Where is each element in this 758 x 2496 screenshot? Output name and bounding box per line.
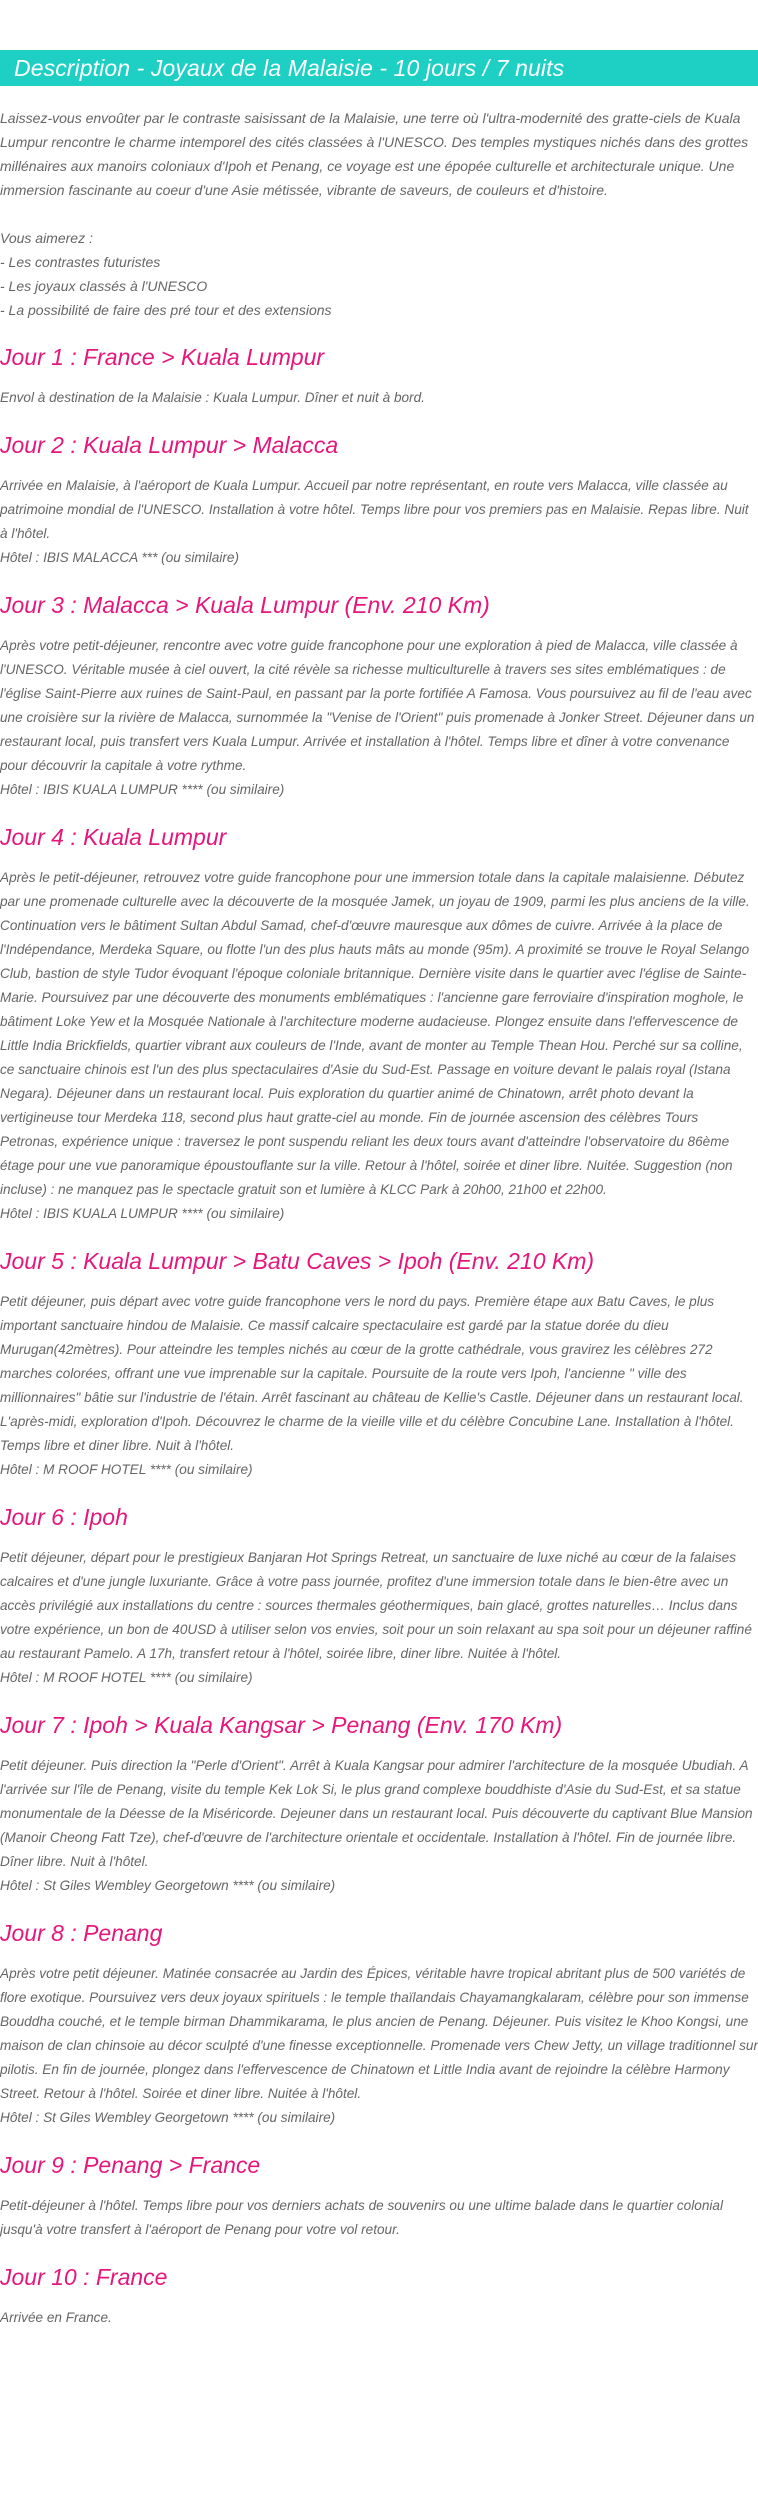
day-text: Envol à destination de la Malaisie : Kuala Lumpur. Dîner et nuit à bord. <box>0 390 425 405</box>
day-9-section <box>0 2150 758 2242</box>
day-text: Petit déjeuner, départ pour le prestigieux Banjaran Hot Springs Retreat, un sanctuaire de luxe niché au cœur de la falaises calcaires et d'une jungle luxuriante. Grâce à votre pass journée, profitez d'une immersion totale dans le bien-être avec un accès privilégié aux installations du centre : sources thermales géothermiques, bain glacé, grottes naturelles… Inclus dans votre expérience, un bon de 40USD à utiliser selon vos envies, soit pour un soin relaxant au spa soit pour un déjeuner raffiné au restaurant Pamelo. A 17h, transfert retour à l'hôtel, soirée libre, diner libre. Nuitée à l'hôtel. <box>0 1550 752 1661</box>
day-description <box>0 1546 758 1690</box>
day-title: Jour 8 : Penang <box>0 1920 163 1946</box>
day-title: Jour 9 : Penang > France <box>0 2152 261 2178</box>
day-text: Petit-déjeuner à l'hôtel. Temps libre pour vos derniers achats de souvenirs ou une ultime balade dans le quartier colonial jusqu'à votre transfert à l'aéroport de Penang pour votre vol retour. <box>0 2198 723 2237</box>
day-hotel: Hôtel : IBIS KUALA LUMPUR **** (ou similaire) <box>0 1206 285 1221</box>
day-6-section <box>0 1502 758 1690</box>
day-hotel: Hôtel : M ROOF HOTEL **** (ou similaire) <box>0 1670 253 1685</box>
day-title: Jour 3 : Malacca > Kuala Lumpur (Env. 210 Km) <box>0 592 490 618</box>
day-5-section <box>0 1246 758 1482</box>
day-text: Arrivée en Malaisie, à l'aéroport de Kuala Lumpur. Accueil par notre représentant, en route vers Malacca, ville classée au patrimoine mondial de l'UNESCO. Installation à votre hôtel. Temps libre pour vos premiers pas en Malaisie. Repas libre. Nuit à l'hôtel. <box>0 478 749 541</box>
day-hotel: Hôtel : St Giles Wembley Georgetown **** (ou similaire) <box>0 2110 336 2125</box>
day-hotel: Hôtel : IBIS MALACCA *** (ou similaire) <box>0 550 239 565</box>
day-description <box>0 386 758 410</box>
day-title: Jour 10 : France <box>0 2264 168 2290</box>
day-hotel: Hôtel : St Giles Wembley Georgetown **** (ou similaire) <box>0 1878 336 1893</box>
day-description <box>0 1290 758 1482</box>
day-description <box>0 2306 758 2330</box>
day-title: Jour 6 : Ipoh <box>0 1504 128 1530</box>
day-description <box>0 1962 758 2130</box>
day-title: Jour 5 : Kuala Lumpur > Batu Caves > Ipoh (Env. 210 Km) <box>0 1248 595 1274</box>
day-3-section <box>0 590 758 802</box>
like-item: - Les contrastes futuristes <box>0 254 161 270</box>
day-text: Après le petit-déjeuner, retrouvez votre guide francophone pour une immersion totale dans la capitale malaisienne. Débutez par une promenade culturelle avec la découverte de la mosquée Jamek, un joyau de 1909, parmi les plus anciens de la ville. Continuation vers le bâtiment Sultan Abdul Samad, chef-d'œuvre mauresque aux dômes de cuivre. Arrivée à la place de l'Indépendance, Merdeka Square, ou flotte l'un des plus hauts mâts au monde (95m). A proximité se trouve le Royal Selango Club, bastion de style Tudor évoquant l'époque coloniale britannique. Dernière visite dans le quartier avec l'église de Sainte-Marie. Poursuivez par une découverte des monuments emblématiques : l'ancienne gare ferroviaire d'inspiration moghole, le bâtiment Loke Yew et la Mosquée Nationale à l'architecture moderne audacieuse. Plongez ensuite dans l'effervescence de Little India Brickfields, quartier vibrant aux couleurs de l'Inde, avant de monter au Temple Thean Hou. Perché sur sa colline, ce sanctuaire chinois est l'un des plus spectaculaires d'Asie du Sud-Est. Passage en voiture devant le palais royal (Istana Negara). Déjeuner dans un restaurant local. Puis exploration du quartier animé de Chinatown, arrêt photo devant la vertigineuse tour Merdeka 118, second plus haut gratte-ciel au monde. Fin de journée ascension des célèbres Tours Petronas, expérience unique : traversez le pont suspendu reliant les deux tours avant d'atteindre l'observatoire du 86ème étage pour une vue panoramique époustouflante sur la ville. Retour à l'hôtel, soirée et diner libre. Nuitée. Suggestion (non incluse) : ne manquez pas le spectacle gratuit son et lumière à KLCC Park à 20h00, 21h00 et 22h00. <box>0 870 750 1197</box>
like-item: - La possibilité de faire des pré tour et des extensions <box>0 302 332 318</box>
itinerary-page <box>0 50 758 2330</box>
day-text: Après votre petit déjeuner. Matinée consacrée au Jardin des Épices, véritable havre tropical abritant plus de 500 variétés de flore exotique. Poursuivez vers deux joyaux spirituels : le temple thaïlandais Chayamangkalaram, célèbre pour son immense Bouddha couché, et le temple birman Dhammikarama, le plus ancien de Penang. Déjeuner. Puis visitez le Khoo Kongsi, une maison de clan chinsoie au décor sculpté d'une finesse exceptionnelle. Promenade vers Chew Jetty, un village traditionnel sur pilotis. En fin de journée, plongez dans l'effervescence de Chinatown et Little India avant de rejoindre la célèbre Harmony Street. Retour à l'hôtel. Soirée et diner libre. Nuitée à l'hôtel. <box>0 1966 758 2101</box>
day-description <box>0 866 758 1226</box>
day-description <box>0 634 758 802</box>
description-banner <box>0 50 758 86</box>
day-10-section <box>0 2262 758 2330</box>
day-text: Petit déjeuner, puis départ avec votre guide francophone vers le nord du pays. Première étape aux Batu Caves, le plus important sanctuaire hindou de Malaisie. Ce massif calcaire spectaculaire est gardé par la statue dorée du dieu Murugan(42mètres). Pour atteindre les temples nichés au cœur de la grotte cathédrale, vous gravirez les célèbres 272 marches colorées, offrant une vue imprenable sur la capitale. Poursuite de la route vers Ipoh, l'ancienne " ville des millionnaires" bâtie sur l'industrie de l'étain. Arrêt fascinant au château de Kellie's Castle. Déjeuner dans un restaurant local. L'après-midi, exploration d'Ipoh. Découvrez le charme de la vieille ville et du célèbre Concubine Lane. Installation à l'hôtel. Temps libre et diner libre. Nuit à l'hôtel. <box>0 1294 744 1453</box>
day-title: Jour 7 : Ipoh > Kuala Kangsar > Penang (Env. 170 Km) <box>0 1712 563 1738</box>
day-text: Arrivée en France. <box>0 2310 112 2325</box>
day-8-section <box>0 1918 758 2130</box>
day-hotel: Hôtel : IBIS KUALA LUMPUR **** (ou similaire) <box>0 782 285 797</box>
day-2-section <box>0 430 758 570</box>
day-title: Jour 2 : Kuala Lumpur > Malacca <box>0 432 339 458</box>
day-text: Petit déjeuner. Puis direction la "Perle d'Orient". Arrêt à Kuala Kangsar pour admirer l'architecture de la mosquée Ubudiah. A l'arrivée sur l'île de Penang, visite du temple Kek Lok Si, le plus grand complexe bouddhiste d'Asie du Sud-Est, et sa statue monumentale de la Déesse de la Miséricorde. Dejeuner dans un restaurant local. Puis découverte du captivant Blue Mansion (Manoir Cheong Fatt Tze), chef-d'œuvre de l'architecture orientale et occidentale. Installation à l'hôtel. Fin de journée libre. Dîner libre. Nuit à l'hôtel. <box>0 1758 753 1869</box>
day-text: Après votre petit-déjeuner, rencontre avec votre guide francophone pour une exploration à pied de Malacca, ville classée à l'UNESCO. Véritable musée à ciel ouvert, la cité révèle sa richesse multiculturelle à travers ses sites emblématiques : de l'église Saint-Pierre aux ruines de Saint-Paul, en passant par la porte fortifiée A Famosa. Vous poursuivez au fil de l'eau avec une croisière sur la rivière de Malacca, surnommée la "Venise de l'Orient" puis promenade à Jonker Street. Déjeuner dans un restaurant local, puis transfert vers Kuala Lumpur. Arrivée et installation à l'hôtel. Temps libre et dîner à votre convenance pour découvrir la capitale à votre rythme. <box>0 638 755 773</box>
intro-paragraph: Laissez-vous envoûter par le contraste saisissant de la Malaisie, une terre où l'ultra-modernité des gratte-ciels de Kuala Lumpur rencontre le charme intemporel des cités classées à l'UNESCO. Des temples mystiques nichés dans des grottes millénaires aux manoirs coloniaux d'Ipoh et Penang, ce voyage est une épopée culturelle et architecturale unique. Une immersion fascinante au coeur d'une Asie métissée, vibrante de saveurs, de couleurs et d'histoire. <box>0 110 749 198</box>
day-description <box>0 2194 758 2242</box>
like-heading: Vous aimerez : <box>0 230 93 246</box>
day-description <box>0 474 758 570</box>
day-1-section <box>0 342 758 410</box>
intro-section <box>0 106 758 322</box>
intro-spacer <box>0 202 754 226</box>
like-item: - Les joyaux classés à l'UNESCO <box>0 278 208 294</box>
day-title: Jour 1 : France > Kuala Lumpur <box>0 344 325 370</box>
banner-title: Description - Joyaux de la Malaisie - 10 jours / 7 nuits <box>14 54 565 81</box>
day-title: Jour 4 : Kuala Lumpur <box>0 824 227 850</box>
day-description <box>0 1754 758 1898</box>
day-7-section <box>0 1710 758 1898</box>
day-hotel: Hôtel : M ROOF HOTEL **** (ou similaire) <box>0 1462 253 1477</box>
day-4-section <box>0 822 758 1226</box>
